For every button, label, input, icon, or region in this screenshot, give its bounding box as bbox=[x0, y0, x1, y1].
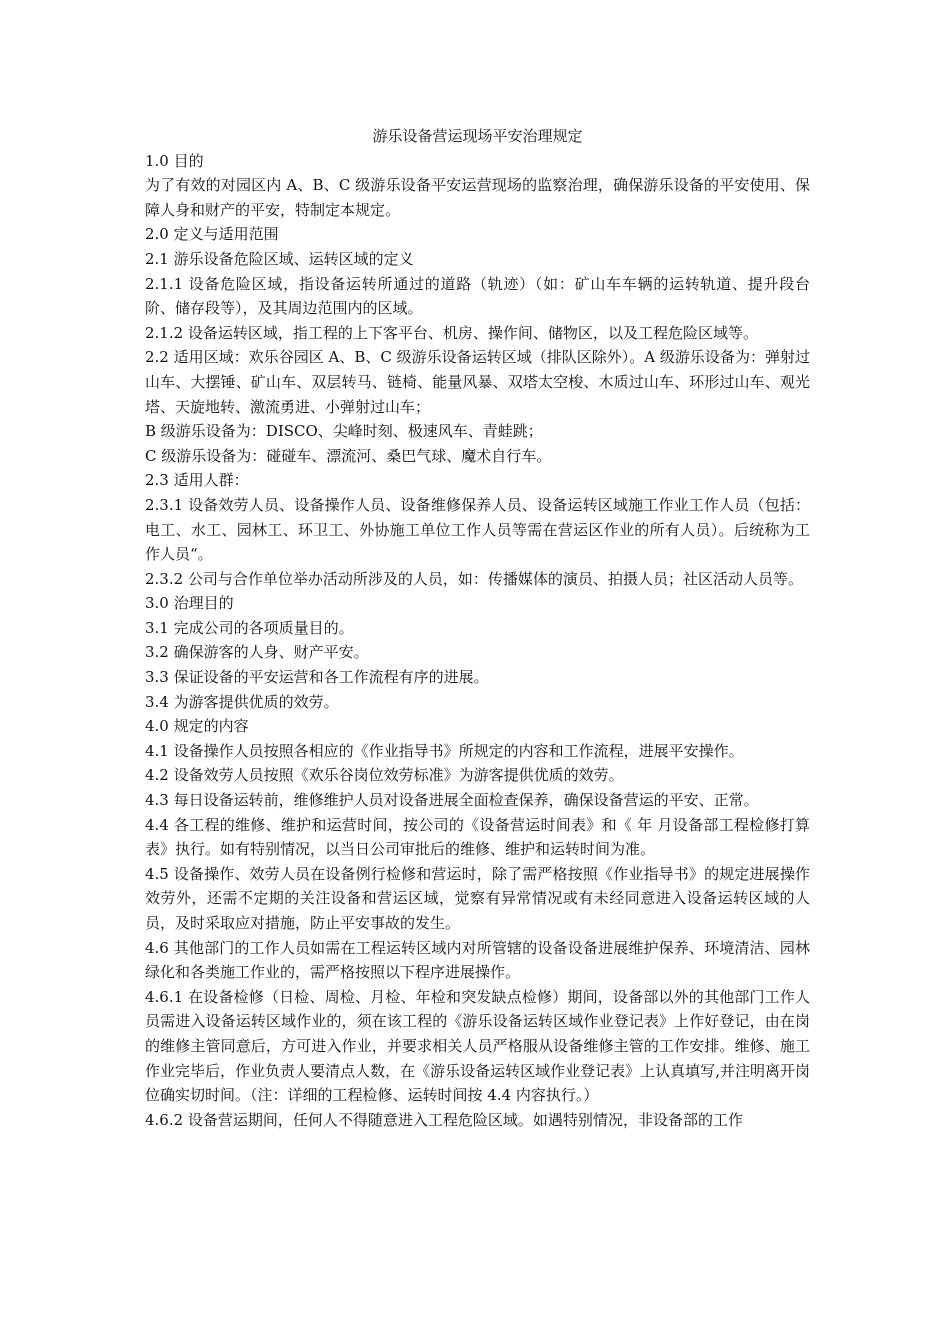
paragraph-4-5: 4.5 设备操作、效劳人员在设备例行检修和营运时，除了需严格按照《作业指导书》的规定进展操作效劳外，还需不定期的关注设备和营运区域，觉察有异常情况或有未经同意进入设备运转区域的人员，及时采取应对措施，防止平安事故的发生。 bbox=[145, 864, 810, 932]
paragraph-3-3: 3.3 保证设备的平安运营和各工作流程有序的进展。 bbox=[145, 668, 489, 687]
paragraph-2-1-2: 2.1.2 设备运转区域，指工程的上下客平台、机房、操作间、储物区，以及工程危险区域等。 bbox=[145, 323, 758, 342]
paragraph-purpose: 为了有效的对园区内 A、B、C 级游乐设备平安运营现场的监察治理，确保游乐设备的平安使用、保障人身和财产的平安，特制定本规定。 bbox=[145, 176, 810, 219]
paragraph-4-6-2: 4.6.2 设备营运期间，任何人不得随意进入工程危险区域。如遇特别情况，非设备部的工作 bbox=[145, 1110, 743, 1129]
paragraph-4-3: 4.3 每日设备运转前，维修维护人员对设备进展全面检查保养，确保设备营运的平安、正常。 bbox=[145, 791, 759, 810]
paragraph-c-level: C 级游乐设备为：碰碰车、漂流河、桑巴气球、魔术自行车。 bbox=[145, 446, 552, 465]
section-heading-1-0: 1.0 目的 bbox=[145, 151, 204, 170]
paragraph-4-1: 4.1 设备操作人员按照各相应的《作业指导书》所规定的内容和工作流程，进展平安操作。 bbox=[145, 741, 744, 760]
paragraph-b-level: B 级游乐设备为：DISCO、尖峰时刻、极速风车、青蛙跳； bbox=[145, 422, 543, 441]
paragraph-4-2: 4.2 设备效劳人员按照《欢乐谷岗位效劳标准》为游客提供优质的效劳。 bbox=[145, 766, 624, 785]
section-heading-3-0: 3.0 治理目的 bbox=[145, 594, 234, 613]
paragraph-3-1: 3.1 完成公司的各项质量目的。 bbox=[145, 618, 354, 637]
paragraph-2-1-1: 2.1.1 设备危险区域，指设备运转所通过的道路（轨迹）（如：矿山车车辆的运转轨道、提升段台阶、储存段等），及其周边范围内的区域。 bbox=[145, 274, 810, 318]
section-heading-2-3: 2.3 适用人群： bbox=[145, 471, 249, 490]
paragraph-4-6: 4.6 其他部门的工作人员如需在工程运转区域内对所管辖的设备设备进展维护保养、环境清洁、园林绿化和各类施工作业的，需严格按照以下程序进展操作。 bbox=[145, 938, 810, 982]
document-title: 游乐设备营运现场平安治理规定 bbox=[372, 127, 583, 145]
paragraph-4-6-1: 4.6.1 在设备检修（日检、周检、月检、年检和突发缺点检修）期间，设备部以外的其他部门工作人员需进入设备运转区域作业的，须在该工程的《游乐设备运转区域作业登记表》上作好登记，由在岗的维修主管同意后，方可进入作业，并要求相关人员严格服从设备维修主管的工作安排。维修、施工作业完毕后，作业负责人要清点人数，在《游乐设备运转区域作业登记表》上认真填写,并注明离开岗位确实切时间。（注：详细的工程检修、运转时间按 4.4 内容执行。） bbox=[145, 987, 810, 1105]
paragraph-2-2: 2.2 适用区域：欢乐谷园区 A、B、C 级游乐设备运转区域（排队区除外）。A 级游乐设备为：弹射过山车、大摆锤、矿山车、双层转马、链椅、能量风暴、双塔太空梭、木质过山车、环形过山车、观光塔、天旋地转、激流勇进、小弹射过山车； bbox=[145, 348, 810, 416]
document-body bbox=[145, 124, 810, 1132]
paragraph-3-4: 3.4 为游客提供优质的效劳。 bbox=[145, 692, 339, 711]
paragraph-4-4: 4.4 各工程的维修、维护和运营时间，按公司的《设备营运时间表》和《 年 月设备部工程检修打算表》执行。如有特别情况，以当日公司审批后的维修、维护和运转时间为准。 bbox=[145, 815, 810, 859]
section-heading-2-0: 2.0 定义与适用范围 bbox=[145, 225, 279, 244]
paragraph-2-3-1: 2.3.1 设备效劳人员、设备操作人员、设备维修保养人员、设备运转区域施工作业工作人员（包括：电工、水工、园林工、环卫工、外协施工单位工作人员等需在营运区作业的所有人员）。后统称为工作人员“。 bbox=[145, 495, 810, 564]
section-heading-2-1: 2.1 游乐设备危险区域、运转区域的定义 bbox=[145, 249, 414, 268]
paragraph-3-2: 3.2 确保游客的人身、财产平安。 bbox=[145, 643, 369, 662]
section-heading-4-0: 4.0 规定的内容 bbox=[145, 717, 249, 736]
paragraph-2-3-2: 2.3.2 公司与合作单位举办活动所涉及的人员，如：传播媒体的演员、拍摄人员；社区活动人员等。 bbox=[145, 569, 803, 588]
